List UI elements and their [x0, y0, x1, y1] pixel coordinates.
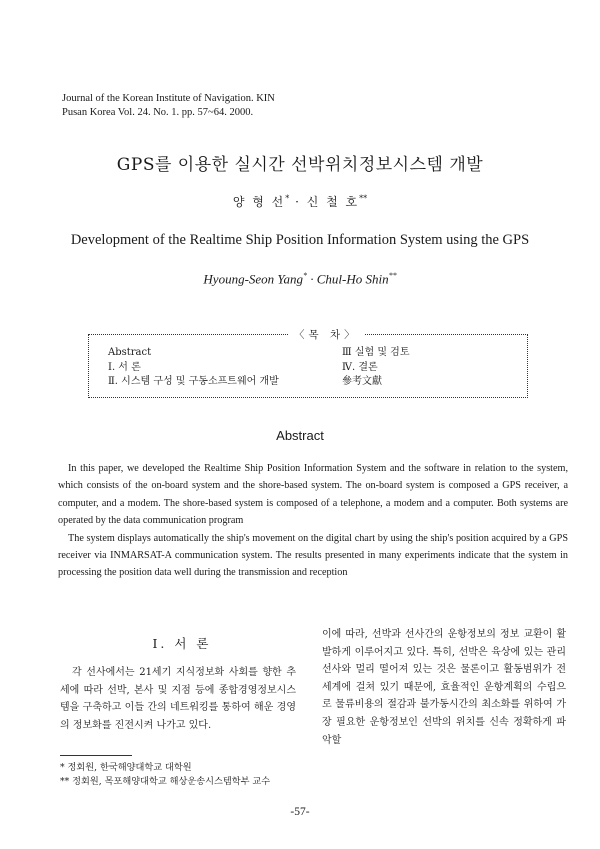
authors-english: [0, 271, 600, 287]
author-1-en-mark: *: [302, 271, 307, 280]
journal-line-2: Pusan Korea Vol. 24. No. 1. pp. 57~64. 2000.: [62, 107, 254, 118]
footnotes: [60, 761, 270, 789]
journal-line-1: Journal of the Korean Institute of Navigation. KIN: [62, 93, 275, 104]
author-2-en-mark: **: [388, 271, 397, 280]
toc-heading: 〈목 차〉: [288, 327, 365, 342]
authors-korean: [0, 193, 600, 210]
toc-item: Ⅱ. 시스템 구성 및 구동소프트웨어 개발: [108, 376, 279, 387]
author-2-mark: **: [359, 194, 368, 203]
toc-item: 參考文獻: [342, 376, 382, 387]
title-english: Development of the Realtime Ship Position Information System using the GPS: [70, 232, 530, 248]
title-korean: GPS를 이용한 실시간 선박위치정보시스템 개발: [116, 155, 484, 175]
body-column-left: [60, 664, 296, 734]
abstract-body: [58, 460, 568, 582]
page-number: -57-: [290, 806, 310, 818]
author-separator: ·: [289, 195, 307, 209]
abstract-paragraph-1: In this paper, we developed the Realtime Ship Position Information System and the software in relation to the system, which consists of the on-board system and the shore-based system. The on-board system is composed a GPS receiver, a computer, and a modem. The shore-based system is composed of a telephone, a modem and a computer. Both systems are operated by the data communication program: [58, 463, 568, 527]
abstract-heading: Abstract: [276, 428, 324, 443]
author-2-en: Chul-Ho Shin: [316, 271, 389, 287]
body-paragraph: 각 선사에서는 21세기 지식정보화 사회를 향한 추세에 따라 선박, 본사 및 지점 등에 종합경영정보시스템을 구축하고 이들 간의 네트워킹를 통하여 해운 경영의 정보화를 진전시켜 나가고 있다.: [60, 667, 296, 731]
journal-citation: [62, 92, 275, 120]
author-en-separator: ·: [306, 271, 317, 287]
footnote-1: * 정회원, 한국해양대학교 대학원: [60, 762, 192, 773]
toc-right-column: [342, 346, 409, 390]
section-heading-introduction: Ⅰ. 서 론: [152, 636, 212, 651]
author-2-ko: 신 철 호: [306, 195, 360, 209]
toc-item: Ⅰ. 서 론: [108, 361, 141, 373]
author-1-ko: 양 형 선: [232, 195, 286, 209]
toc-item: Ⅳ. 결론: [342, 361, 378, 373]
toc-item: Ⅲ 실험 및 검토: [342, 347, 410, 358]
body-column-right: [322, 626, 566, 749]
author-1-mark: *: [285, 194, 290, 203]
abstract-paragraph-2: The system displays automatically the ship's movement on the digital chart by using the ship's position acquired by a GPS receiver via INMARSAT-A communication system. The results presented in many experiments indicate that the system in processing the position data well during the transmission and reception: [58, 532, 568, 579]
footnote-divider: [60, 755, 132, 756]
author-1-en: Hyoung-Seon Yang: [203, 271, 303, 287]
body-paragraph: 이에 따라, 선박과 선사간의 운항정보의 정보 교환이 활발하게 이루어지고 있다. 특히, 선박은 육상에 있는 관리선사와 멀리 떨어져 있는 것은 물론이고 활동범위가 전세계에 걸쳐 있기 때문에, 효율적인 운항계획의 수립으로 물류비용의 절감과 불가동시간의 최소화를 위하여 가장 필요한 운항정보인 선박의 위치를 신속 정확하게 파악할: [322, 629, 566, 746]
toc-item: Abstract: [108, 347, 152, 358]
footnote-2: ** 정회원, 목포해양대학교 해상운송시스템학부 교수: [60, 776, 271, 787]
toc-left-column: [108, 346, 279, 390]
